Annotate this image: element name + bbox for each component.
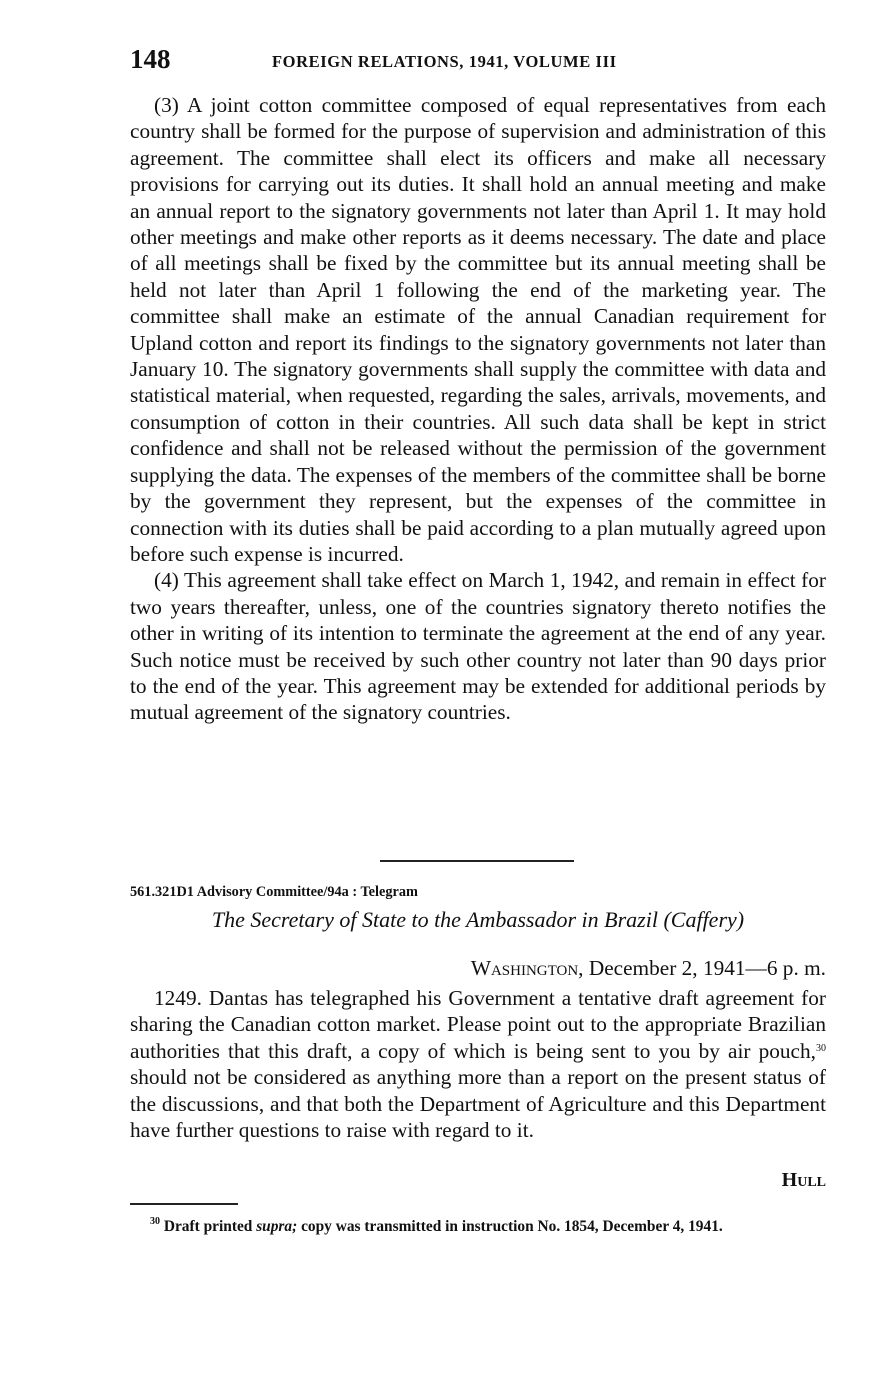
running-title: FOREIGN RELATIONS, 1941, VOLUME III: [272, 52, 617, 71]
footnote-reference: 30: [816, 1042, 826, 1054]
footnote-text-end: copy was transmitted in instruction No. 1854, December 4, 1941.: [297, 1218, 723, 1235]
footnote-text-start: Draft printed: [160, 1218, 257, 1235]
agreement-text: [130, 92, 826, 726]
signature: Hull: [781, 1169, 826, 1191]
telegram-body-start: 1249. Dantas has telegraphed his Government a tentative draft agreement for sharing the Canadian cotton market. Please point out to the appropriate Brazilian authorities that this draft, a copy of which is being sent to you by air pouch,: [130, 986, 826, 1063]
footnote-divider: [130, 1203, 238, 1205]
footnote-italic: supra;: [256, 1218, 298, 1235]
dateline-place: Washington: [470, 956, 579, 980]
running-head: [130, 44, 826, 78]
telegram-body-end: should not be considered as anything more than a report on the present status of the discussions, and that both the Department of Agriculture and this Department have further questions to raise with regard to it.: [130, 1065, 826, 1143]
telegram-paragraph: [130, 985, 826, 1143]
footnote-number: 30: [150, 1216, 160, 1227]
section-divider: [380, 860, 574, 862]
footnote: [130, 1217, 826, 1237]
paragraph-3: (3) A joint cotton committee composed of equal representatives from each country shall be formed for the purpose of supervision and administration of this agreement. The committee shall elect its officers and make all necessary provisions for carrying out its duties. It shall hold an annual meeting and make an annual report to the signatory governments not later than April 1. It may hold other meetings and make other reports as it deems necessary. The date and place of all meetings shall be fixed by the committee but its annual meeting shall be held not later than April 1 following the end of the marketing year. The committee shall make an estimate of the annual Canadian requirement for Upland cotton and report its findings to the signatory governments not later than January 10. The signatory governments shall supply the committee with data and statistical material, when requested, regarding the sales, arrivals, movements, and consumption of cotton in their countries. All such data shall be kept in strict confidence and shall not be released without the permission of the government supplying the data. The expenses of the members of the committee shall be borne by the government they represent, but the expenses of the committee in connection with its duties shall be paid according to a plan mutually agreed upon before such expense is incurred.: [130, 93, 826, 566]
dateline-date: , December 2, 1941—6 p. m.: [578, 956, 826, 980]
document-title: The Secretary of State to the Ambassador in Brazil (Caffery): [211, 907, 745, 932]
dateline: [130, 956, 826, 981]
file-reference: 561.321D1 Advisory Committee/94a : Telegram: [130, 884, 418, 900]
telegram-text: [130, 985, 826, 1143]
paragraph-4: (4) This agreement shall take effect on March 1, 1942, and remain in effect for two years thereafter, unless, one of the countries signatory thereto notifies the other in writing of its intention to terminate the agreement at the end of any year. Such notice must be received by such other country not later than 90 days prior to the end of the year. This agreement may be extended for additional periods by mutual agreement of the signatory countries.: [130, 568, 826, 725]
page-number: 148: [130, 44, 171, 74]
